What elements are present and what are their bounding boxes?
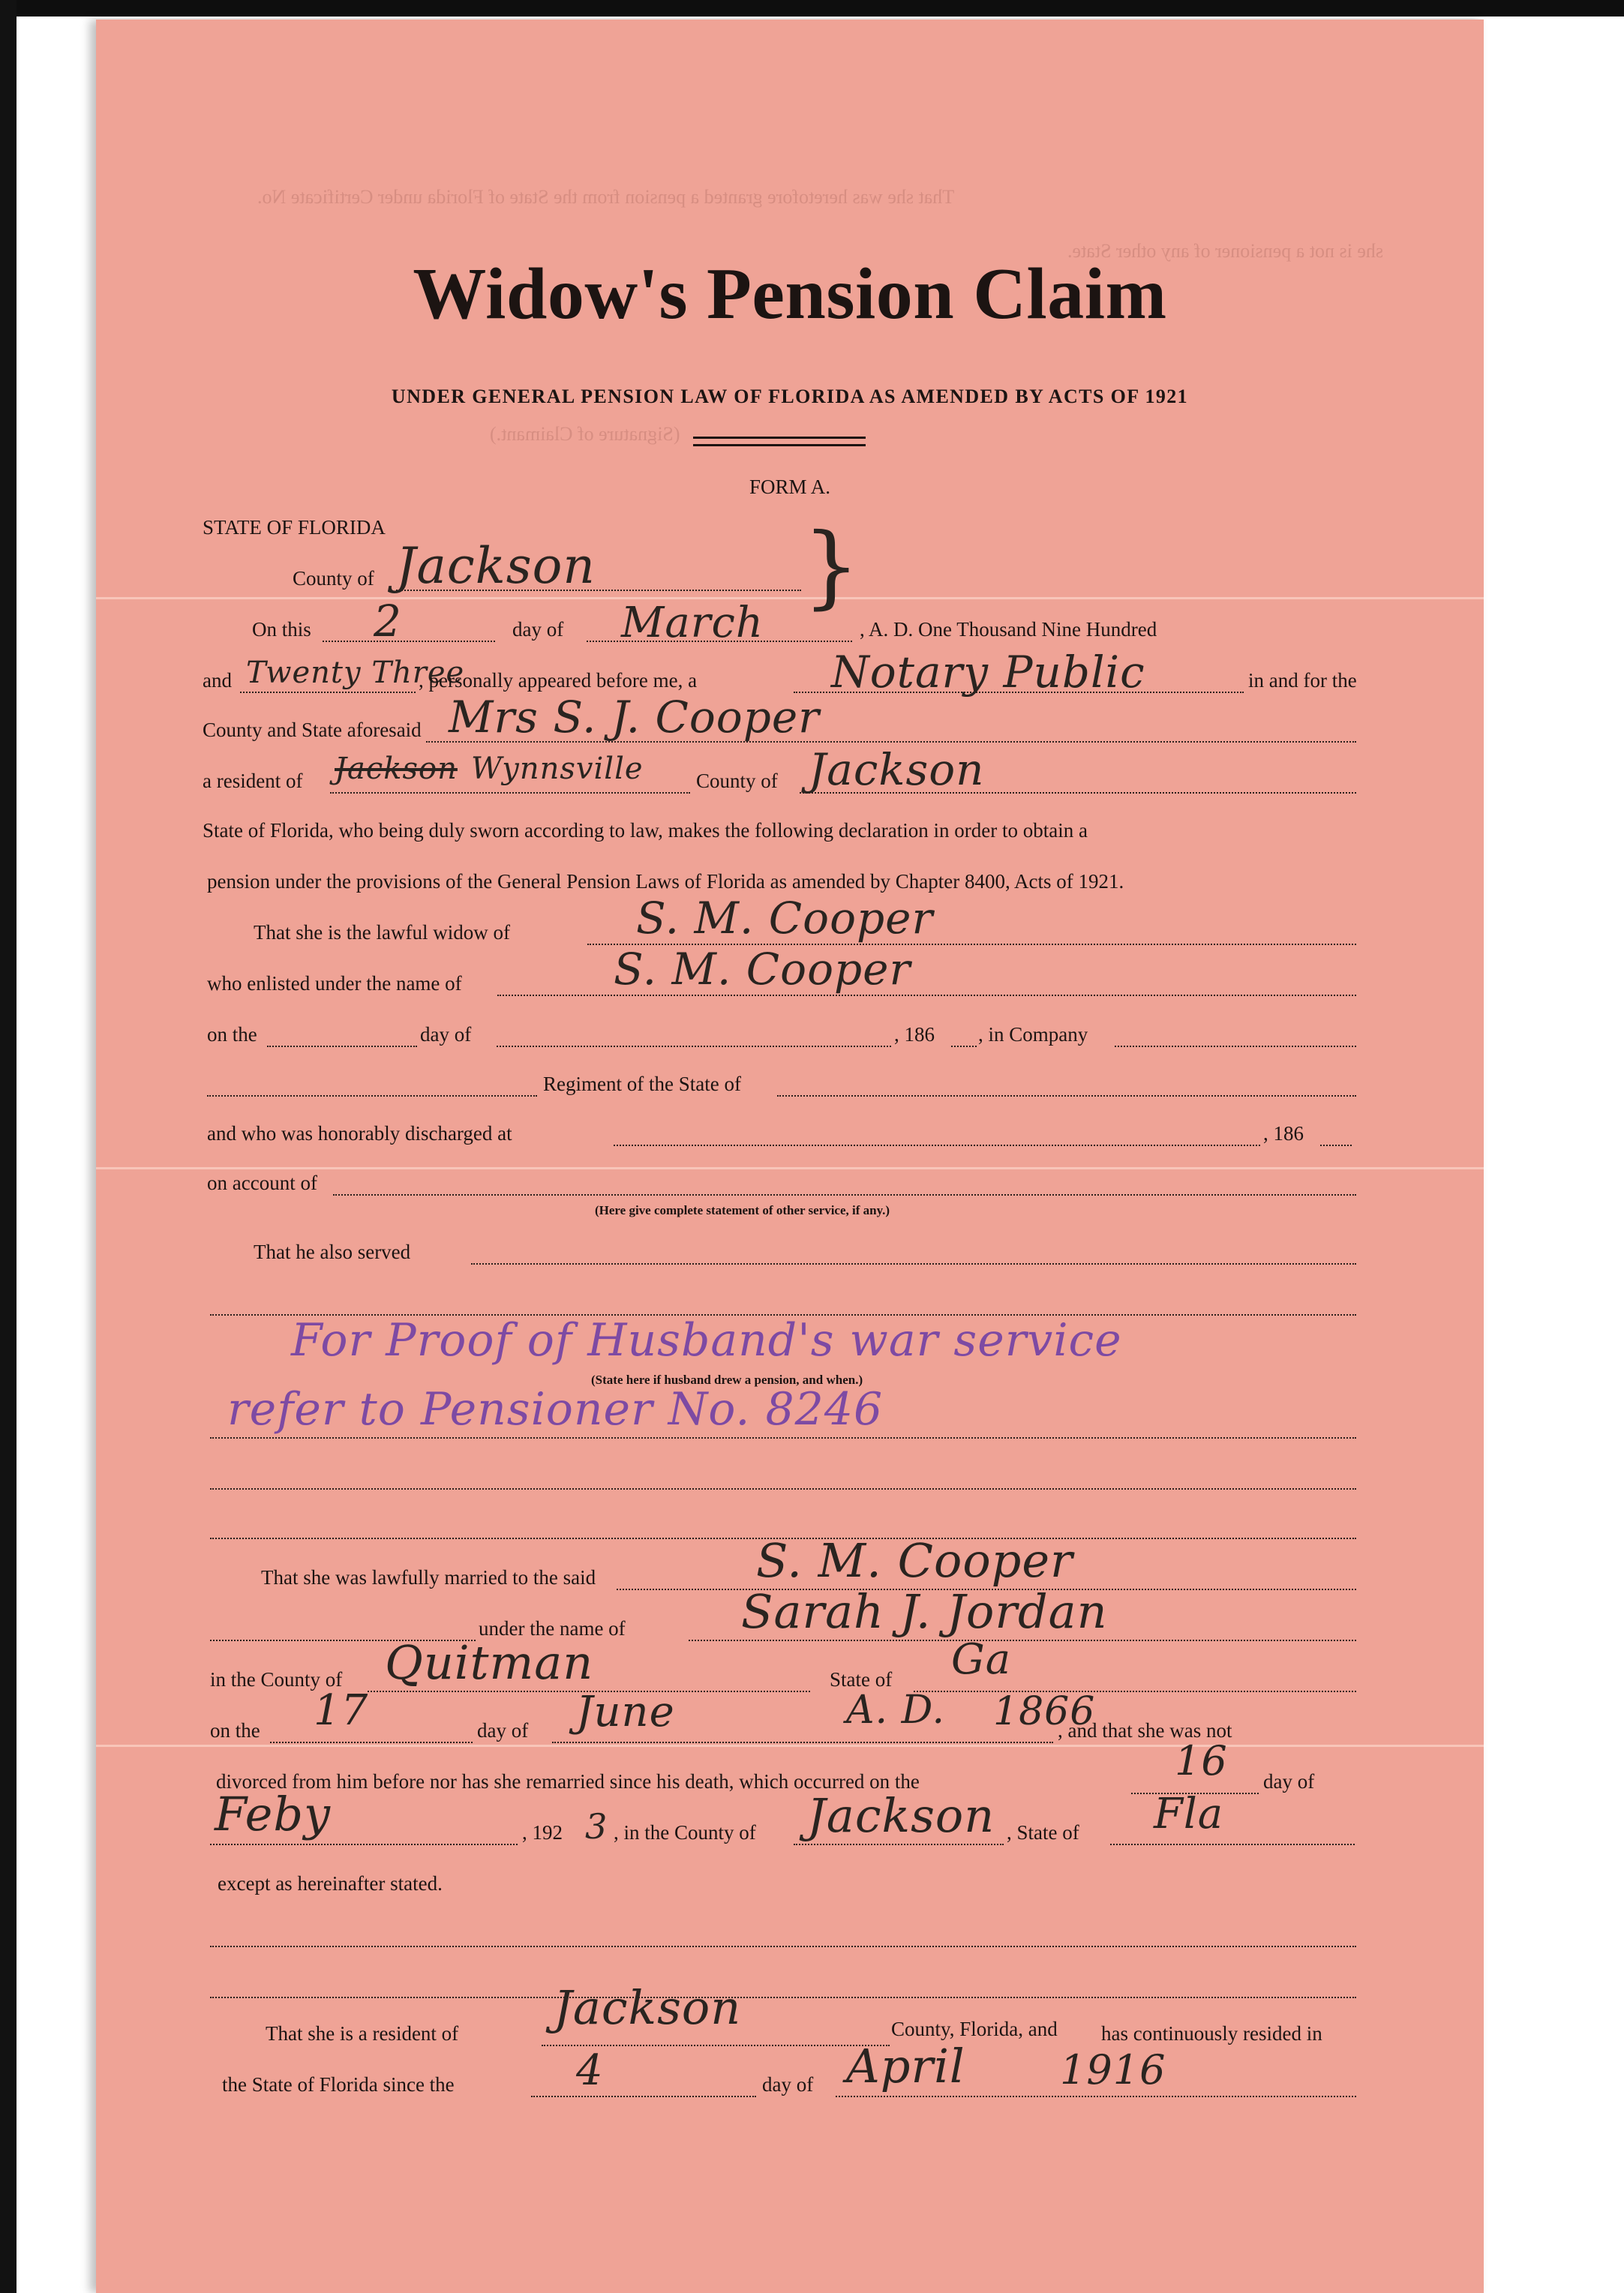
handwritten-marriage-state: Ga bbox=[951, 1635, 1012, 1684]
handwritten-since-year: 1916 bbox=[1060, 2046, 1166, 2093]
account-line bbox=[333, 1194, 1356, 1196]
blank-line bbox=[210, 1997, 1356, 1998]
title-rule bbox=[693, 437, 866, 439]
fold-line bbox=[96, 597, 1484, 599]
county-state-label: County and State aforesaid bbox=[203, 719, 422, 741]
state-of-label: State of bbox=[830, 1668, 893, 1691]
on-the-label: on the bbox=[210, 1719, 260, 1742]
handwritten-officer: Notary Public bbox=[831, 647, 1145, 698]
state-label: STATE OF FLORIDA bbox=[203, 516, 386, 539]
company-line bbox=[1115, 1046, 1356, 1047]
county-label: County of bbox=[293, 567, 374, 590]
year-words-line bbox=[240, 692, 416, 693]
regiment-state-line bbox=[777, 1095, 1356, 1097]
divorced-text: divorced from him before nor has she remarried since his death, which occurred on the bbox=[216, 1770, 920, 1793]
handwritten-marriage-month: June bbox=[576, 1688, 675, 1736]
handwritten-war-service-note: For Proof of Husband's war service bbox=[291, 1314, 1122, 1367]
except-text: except as hereinafter stated. bbox=[218, 1872, 443, 1895]
not-divorced-label: , and that she was not bbox=[1058, 1719, 1232, 1742]
note-pension: (State here if husband drew a pension, and when.) bbox=[591, 1373, 863, 1387]
handwritten-resident-county: Jackson bbox=[809, 744, 985, 795]
handwritten-marriage-ad: A. D. bbox=[846, 1688, 945, 1733]
appeared-label: , personally appeared before me, a bbox=[419, 669, 698, 692]
brace: } bbox=[803, 515, 860, 619]
form-title: Widow's Pension Claim bbox=[413, 254, 1167, 335]
since-day-line bbox=[531, 2096, 756, 2097]
on-this-label: On this bbox=[252, 618, 311, 641]
handwritten-marriage-county: Quitman bbox=[385, 1635, 594, 1690]
state-of-label: , State of bbox=[1007, 1821, 1079, 1844]
and-label: and bbox=[203, 669, 232, 692]
handwritten-death-day: 16 bbox=[1175, 1737, 1228, 1784]
handwritten-marriage-day: 17 bbox=[314, 1686, 369, 1735]
death-county-line bbox=[794, 1844, 1004, 1845]
since-month-line bbox=[836, 2096, 1356, 2097]
scan-border-top bbox=[0, 0, 1624, 17]
county-of-label: County of bbox=[696, 770, 778, 792]
on-the-label: on the bbox=[207, 1023, 257, 1046]
enlisted-label: who enlisted under the name of bbox=[207, 972, 462, 995]
blank-line bbox=[210, 1488, 1356, 1490]
day-of-label: day of bbox=[477, 1719, 529, 1742]
enlist-month-line bbox=[497, 1046, 891, 1047]
marriage-day-line bbox=[270, 1742, 473, 1743]
account-label: on account of bbox=[207, 1172, 317, 1194]
sworn-text: State of Florida, who being duly sworn according to law, makes the following declaration in order to obtain a bbox=[203, 819, 1088, 842]
death-month-line bbox=[210, 1844, 518, 1845]
provisions-text: pension under the provisions of the General Pension Laws of Florida as amended by Chapter 8400, Acts of 1921. bbox=[207, 870, 1124, 893]
bleed-through-text: she is not a pensioner of any other State. bbox=[1067, 240, 1383, 262]
handwritten-enlisted-name: S. M. Cooper bbox=[614, 944, 911, 995]
discharge-year-line bbox=[1320, 1145, 1352, 1146]
form-subtitle: UNDER GENERAL PENSION LAW OF FLORIDA AS AMENDED BY ACTS OF 1921 bbox=[391, 386, 1189, 407]
county-of-label: in the County of bbox=[210, 1668, 343, 1691]
handwritten-claimant: Mrs S. J. Cooper bbox=[449, 692, 820, 743]
also-served-line bbox=[471, 1263, 1356, 1265]
day-of-label: day of bbox=[762, 2073, 814, 2096]
continuously-label: has continuously resided in bbox=[1101, 2022, 1322, 2045]
maiden-name-line bbox=[689, 1640, 1356, 1641]
day-of-label: day of bbox=[420, 1023, 472, 1046]
resident-of-label: That she is a resident of bbox=[266, 2022, 459, 2045]
note-other-service: (Here give complete statement of other service, if any.) bbox=[595, 1203, 890, 1217]
discharged-line bbox=[614, 1145, 1260, 1146]
handwritten-county: Jackson bbox=[396, 537, 596, 595]
blank-line bbox=[210, 1437, 1356, 1439]
handwritten-death-state: Fla bbox=[1154, 1790, 1224, 1838]
scan-border-left bbox=[0, 0, 17, 2293]
county-of-label: , in the County of bbox=[614, 1821, 756, 1844]
death-state-line bbox=[1110, 1844, 1355, 1845]
enlisted-line bbox=[497, 995, 1356, 996]
handwritten-day: 2 bbox=[374, 596, 402, 647]
handwritten-since-month: April bbox=[846, 2039, 965, 2093]
bleed-through-text: That she was heretofore granted a pension from the State of Florida under Certificate No. bbox=[257, 186, 955, 208]
regiment-label: Regiment of the State of bbox=[543, 1073, 741, 1095]
residence-line bbox=[330, 792, 690, 794]
also-served-label: That he also served bbox=[254, 1241, 411, 1263]
under-name-label: under the name of bbox=[479, 1617, 626, 1640]
handwritten-married-to: S. M. Cooper bbox=[756, 1533, 1073, 1588]
handwritten-struck-residence: Jackson bbox=[335, 752, 458, 786]
year-192-label: , 192 bbox=[522, 1821, 563, 1844]
in-and-for-label: in and for the bbox=[1248, 669, 1357, 692]
handwritten-death-year: 3 bbox=[585, 1806, 608, 1847]
handwritten-pensioner-ref: refer to Pensioner No. 8246 bbox=[227, 1383, 884, 1436]
handwritten-husband: S. M. Cooper bbox=[636, 893, 934, 944]
day-line bbox=[323, 641, 495, 642]
day-of-label: day of bbox=[1263, 1770, 1315, 1793]
handwritten-maiden-name: Sarah J. Jordan bbox=[741, 1584, 1108, 1639]
fold-line bbox=[96, 1745, 1484, 1747]
widow-label: That she is the lawful widow of bbox=[254, 921, 510, 944]
blank-line bbox=[210, 1946, 1356, 1947]
handwritten-month: March bbox=[621, 599, 764, 647]
fold-line bbox=[96, 1167, 1484, 1169]
marriage-state-line bbox=[914, 1691, 1356, 1692]
year-186-label: , 186 bbox=[894, 1023, 935, 1046]
handwritten-town: Wynnsville bbox=[471, 752, 644, 786]
marriage-month-line bbox=[552, 1742, 1053, 1743]
ad-label: , A. D. One Thousand Nine Hundred bbox=[860, 618, 1157, 641]
bleed-through-text: (Signature of Claimant.) bbox=[490, 423, 680, 445]
handwritten-since-day: 4 bbox=[576, 2046, 604, 2095]
company-label: , in Company bbox=[978, 1023, 1088, 1046]
form-label: FORM A. bbox=[749, 476, 831, 498]
county-florida-label: County, Florida, and bbox=[891, 2018, 1058, 2040]
day-of-label: day of bbox=[512, 618, 564, 641]
handwritten-death-month: Feby bbox=[215, 1787, 332, 1841]
handwritten-death-county: Jackson bbox=[807, 1788, 995, 1843]
title-rule bbox=[693, 444, 866, 446]
handwritten-year-words: Twenty Three bbox=[246, 656, 465, 690]
resident-label: a resident of bbox=[203, 770, 303, 792]
enlist-day-line bbox=[267, 1046, 417, 1047]
handwritten-residence-county: Jackson bbox=[554, 1980, 742, 2035]
since-label: the State of Florida since the bbox=[222, 2073, 455, 2096]
handwritten-marriage-year: 1866 bbox=[993, 1689, 1096, 1734]
discharge-year-label: , 186 bbox=[1263, 1122, 1304, 1145]
pension-form-sheet bbox=[96, 20, 1484, 2293]
discharged-label: and who was honorably discharged at bbox=[207, 1122, 512, 1145]
married-label: That she was lawfully married to the said bbox=[261, 1566, 596, 1589]
regiment-line bbox=[207, 1095, 537, 1097]
enlist-year-line bbox=[951, 1046, 977, 1047]
